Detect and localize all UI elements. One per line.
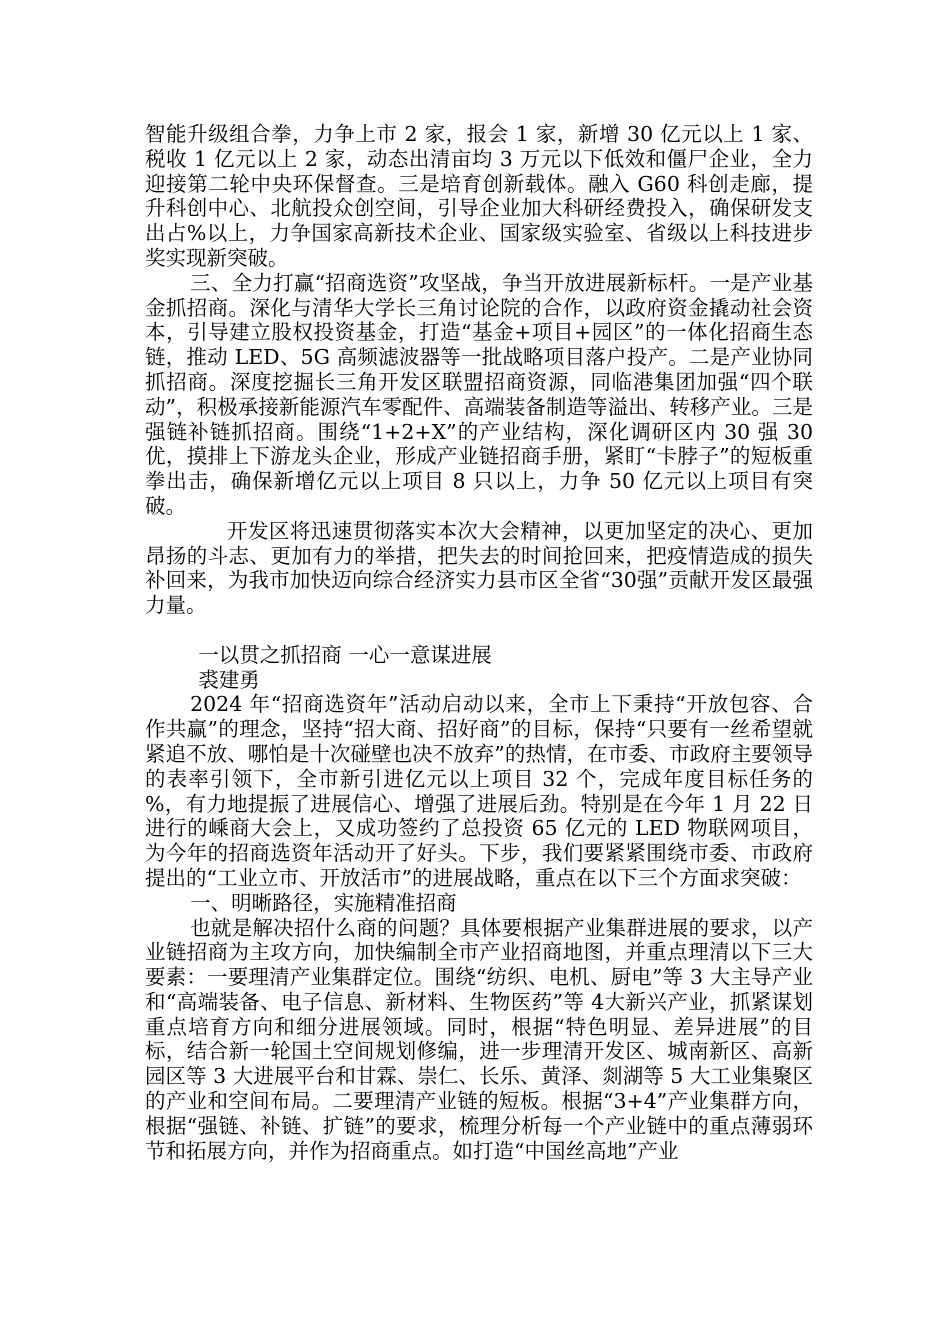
article-subheading: 一、明晰路径，实施精准招商: [190, 890, 457, 915]
article-title: 一以贯之抓招商 一心一意谋进展: [198, 642, 492, 667]
paragraph-continuation: 智能升级组合拳，力争上市 2 家，报会 1 家，新增 30 亿元以上 1 家、税收 1 亿元以上 2 家，动态出清亩均 3 万元以下低效和僵尸企业，全力迎接第二轮中央环保督查。三是培育创新载体。融入 G60 科创走廊，提升科创中心、北航投众创空间，引导企业加大科研经费投入，确保研发支出占%以上，力争国家高新技术企业、国家级实验室、省级以上科技进步奖实现新突破。: [145, 122, 813, 270]
paragraph-closing: 开发区将迅速贯彻落实本次大会精神，以更加坚定的决心、更加昂扬的斗志、更加有力的举措，把失去的时间抢回来，把疫情造成的损失补回来，为我市加快迈向综合经济实力县市区全省“30强”贡献开发区最强力量。: [145, 518, 813, 618]
article-paragraph-intro: 2024 年“招商选资年”活动启动以来，全市上下秉持“开放包容、合作共赢”的理念，坚持“招大商、招好商”的目标，保持“只要有一丝希望就紧追不放、哪怕是十次碰壁也决不放弃”的热情，在市委、市政府主要领导的表率引领下，全市新引进亿元以上项目 32 个，完成年度目标任务的 %，有力地提振了进展信心、增强了进展后劲。特别是在今年 1 月 22 日进行的嵊商大会上，又成功签约了总投资 65 亿元的 LED 物联网项目，为今年的招商选资年活动开了好头。下步，我们要紧紧围绕市委、市政府提出的“工业立市、开放活市”的进展战略，重点在以下三个方面求突破：: [145, 692, 813, 890]
document-page: [145, 122, 813, 1163]
article-author: 裘建勇: [198, 667, 260, 692]
paragraph-investment-section: 三、全力打赢“招商选资”攻坚战，争当开放进展新标杆。一是产业基金抓招商。深化与清华大学长三角讨论院的合作，以政府资金撬动社会资本，引导建立股权投资基金，打造“基金+项目+园区”的一体化招商生态链，推动 LED、5G 高频滤波器等一批战略项目落户投产。二是产业协同抓招商。深度挖掘长三角开发区联盟招商资源，同临港集团加强“四个联动”，积极承接新能源汽车零配件、高端装备制造等溢出、转移产业。三是强链补链抓招商。围绕“1+2+X”的产业结构，深化调研区内 30 强 30 优，摸排上下游龙头企业，形成产业链招商手册，紧盯“卡脖子”的短板重拳出击，确保新增亿元以上项目 8 只以上，力争 50 亿元以上项目有突破。: [145, 270, 813, 518]
section-gap: [145, 618, 813, 643]
article-paragraph-body: 也就是解决招什么商的问题？具体要根据产业集群进展的要求，以产业链招商为主攻方向，加快编制全市产业招商地图，并重点理清以下三大要素：一要理清产业集群定位。围绕“纺织、电机、厨电”等 3 大主导产业和“高端装备、电子信息、新材料、生物医药”等 4大新兴产业，抓紧谋划重点培育方向和细分进展领域。同时，根据“特色明显、差异进展”的目标，结合新一轮国土空间规划修编，进一步理清开发区、城南新区、高新园区等 3 大进展平台和甘霖、崇仁、长乐、黄泽、剡湖等 5 大工业集聚区的产业和空间布局。二要理清产业链的短板。根据“3+4”产业集群方向，根据“强链、补链、扩链”的要求，梳理分析每一个产业链中的重点薄弱环节和拓展方向，并作为招商重点。如打造“中国丝高地”产业: [145, 915, 813, 1163]
